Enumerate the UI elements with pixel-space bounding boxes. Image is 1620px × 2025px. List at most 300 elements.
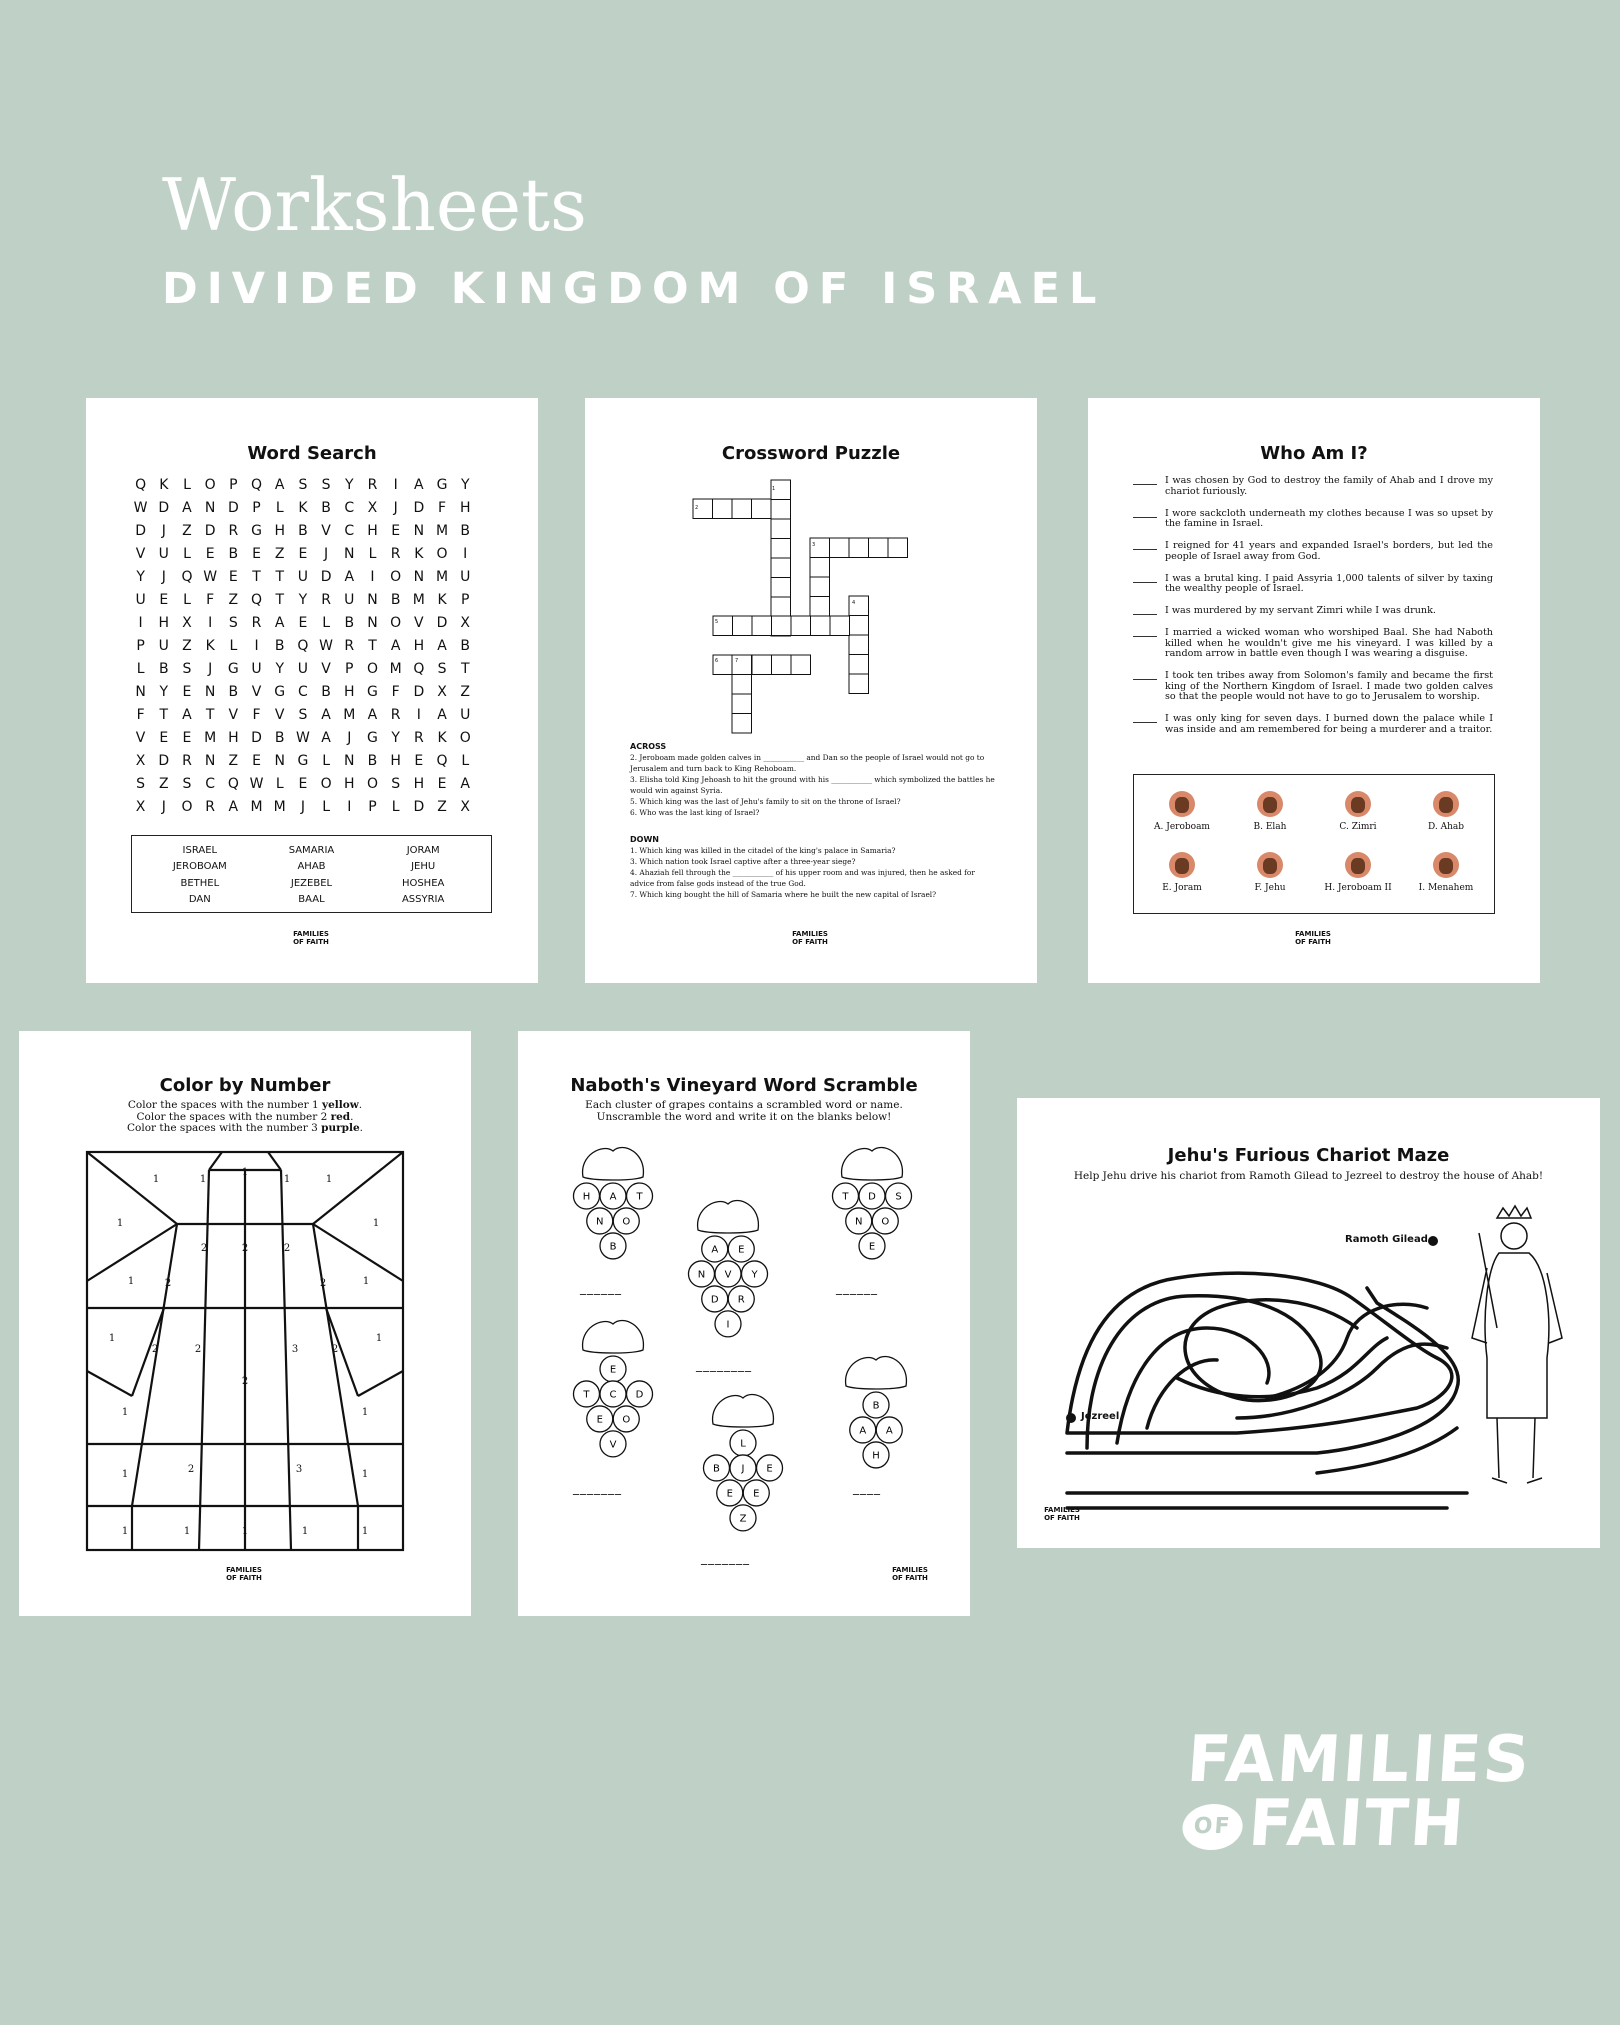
page-subtitle: DIVIDED KINGDOM OF ISRAEL (162, 264, 1106, 314)
clue-text: I was a brutal king. I paid Assyria 1,000 talents of silver by taxing the wealthy people of Israel. (1165, 572, 1493, 594)
answer-blank[interactable] (1133, 509, 1157, 518)
word-search-letter: I (208, 615, 213, 631)
cw-num-2: 2 (695, 505, 699, 511)
word-search-letter: O (181, 799, 193, 815)
word-search-letter: B (344, 615, 355, 631)
word-search-letter: R (367, 477, 378, 493)
word-search-letter: P (345, 661, 354, 677)
grape-letter: O (881, 1216, 890, 1228)
word-search-letter: U (251, 661, 262, 677)
crossword-cell[interactable] (732, 675, 752, 695)
who-am-i-clue (1133, 541, 1493, 562)
word-search-letter: Q (413, 661, 425, 677)
region-number: 1 (301, 1526, 309, 1537)
word-search-letter: R (413, 730, 424, 746)
word-search-letter: I (463, 546, 468, 562)
crossword-cell[interactable] (811, 616, 831, 636)
word-search-letter: K (414, 546, 424, 562)
character-label: H. Jeroboam II (1324, 883, 1392, 893)
word-search-letter: G (436, 477, 448, 493)
word-search-letter: P (136, 638, 145, 654)
crossword-cell[interactable] (791, 655, 811, 675)
word-search-letter: B (321, 500, 331, 516)
crossword-cell[interactable] (869, 538, 889, 558)
word-search-letter: D (204, 523, 216, 539)
answer-blank[interactable] (1133, 714, 1157, 723)
color-red: red (330, 1110, 351, 1123)
region-number: 2 (164, 1278, 172, 1289)
region-number: 1 (127, 1276, 135, 1287)
grape-letter: T (583, 1389, 590, 1401)
maze-title: Jehu's Furious Chariot Maze (1167, 1145, 1450, 1166)
word-search-letter: Y (391, 730, 400, 746)
word-search-letter: R (321, 592, 331, 608)
word-search-letter: B (367, 753, 378, 769)
word-search-letter: O (366, 776, 378, 792)
who-am-i-clue (1133, 509, 1493, 530)
word-bank (131, 835, 492, 913)
grape-cluster (846, 1356, 907, 1467)
word-search-letter: Z (460, 684, 471, 700)
grape-letter: A (711, 1244, 719, 1256)
word-search-letter: D (251, 730, 262, 746)
king-portrait-icon (1433, 791, 1459, 817)
maze-end-label: Jezreel (1081, 1411, 1120, 1422)
maze-instructions: Help Jehu drive his chariot from Ramoth Gilead to Jezreel to destroy the house of Ahab! (1073, 1170, 1544, 1182)
word-search-letter: M (389, 661, 402, 677)
word-search-letter: G (227, 661, 239, 677)
word-search-letter: I (393, 477, 398, 493)
word-bank-item: BETHEL (180, 877, 220, 889)
word-search-letter: Q (227, 776, 239, 792)
word-search-letter: D (158, 753, 170, 769)
logo: FAMILIES OF FAITH (226, 1566, 262, 1582)
word-search-letter: E (252, 546, 261, 562)
word-search-letter: H (390, 753, 401, 769)
logo: FAMILIES OF FAITH (1295, 930, 1331, 946)
grape-letter: B (609, 1241, 617, 1253)
word-search-letter: P (229, 477, 238, 493)
region-number: 2 (187, 1464, 195, 1475)
character-label: F. Jehu (1254, 883, 1286, 893)
word-search-letter: E (205, 546, 215, 562)
grape-cluster (832, 1147, 911, 1258)
word-search-letter: G (251, 523, 262, 539)
grape-letter: D (710, 1294, 719, 1306)
who-am-i-clue (1133, 606, 1493, 617)
word-search-letter: M (412, 592, 425, 608)
crossword-cell[interactable] (849, 674, 869, 694)
grape-letter: V (724, 1269, 732, 1281)
word-search-letter: P (368, 799, 377, 815)
word-search-letter: L (322, 615, 330, 631)
crossword-cell[interactable] (772, 616, 792, 636)
crossword-clue-down: 4. Ahaziah fell through the ___________ of his upper room and was injured, then he asked for advice from false gods instead of the true God. (630, 868, 975, 888)
region-number: 1 (361, 1469, 369, 1480)
word-bank-item: JEHU (411, 861, 436, 873)
king-portrait-icon (1345, 852, 1371, 878)
who-am-i-sheet (1088, 398, 1540, 983)
grape-letter: T (842, 1191, 849, 1203)
jehu-figure (1472, 1206, 1562, 1483)
word-search-letter: I (370, 569, 375, 585)
word-search-letter: O (436, 546, 448, 562)
grape-letter: E (596, 1414, 603, 1426)
region-number: 1 (121, 1526, 129, 1537)
word-search-letter: S (321, 477, 331, 493)
grape-letter: E (609, 1364, 617, 1376)
word-search-letter: V (321, 661, 331, 677)
word-search-letter: B (321, 684, 331, 700)
clue-text: I took ten tribes away from Solomon's family and became the first king of the Northern Kingdom of Israel. I made two golden calves so that the people would not have to go to Jerusalem to worship. (1165, 670, 1493, 702)
word-search-letter: A (321, 707, 331, 723)
grape-leaf-icon (713, 1394, 774, 1427)
word-search-letter: I (347, 799, 352, 815)
maze-end-dot (1066, 1413, 1076, 1423)
word-search-letter: Z (274, 546, 285, 562)
crossword-cell[interactable] (732, 714, 752, 734)
crossword-cell[interactable] (771, 519, 791, 539)
answer-blank[interactable] (1133, 541, 1157, 550)
cw-num-4: 4 (852, 600, 856, 606)
grape-letter: E (766, 1463, 773, 1475)
word-search-letter: M (273, 799, 286, 815)
king-portrait-icon (1169, 791, 1195, 817)
word-search-letter: M (435, 523, 449, 539)
word-search-letter: J (161, 569, 166, 585)
word-search-letter: N (204, 684, 216, 700)
down-label: DOWN (630, 835, 659, 844)
grape-letter: Z (739, 1513, 747, 1525)
crossword-cell[interactable] (830, 538, 850, 558)
clue-text: I was only king for seven days. I burned down the palace while I was inside and am remembered for being a murderer and a traitor. (1165, 713, 1493, 735)
answer-blank[interactable] (1133, 606, 1157, 615)
region-number: 2 (194, 1344, 202, 1355)
word-search-letter: H (413, 776, 425, 792)
word-search-letter: V (228, 707, 239, 723)
word-search-letter: W (319, 638, 334, 654)
cw-num-1: 1 (772, 486, 776, 492)
grape-letter: A (885, 1425, 893, 1437)
word-search-letter: L (136, 661, 145, 677)
page-title: Worksheets (162, 163, 587, 247)
word-search-letter: A (367, 707, 378, 723)
across-label: ACROSS (630, 742, 667, 751)
crossword-clue-across: 6. Who was the last king of Israel? (630, 808, 760, 817)
word-search-letter: K (298, 500, 308, 516)
grape-leaf-icon (698, 1200, 759, 1233)
crossword-cell[interactable] (713, 499, 733, 519)
word-bank-item: JORAM (406, 845, 440, 856)
word-search-letter: L (229, 638, 238, 654)
word-search-letter: L (322, 753, 330, 769)
region-number: 1 (121, 1469, 129, 1480)
word-search-letter: Q (135, 477, 147, 493)
grape-letter: E (738, 1244, 745, 1256)
region-number: 1 (108, 1333, 116, 1344)
word-search-letter: X (135, 799, 146, 815)
word-search-letter: A (414, 477, 424, 493)
word-search-letter: A (182, 707, 192, 723)
word-search-letter: L (322, 799, 330, 815)
word-search-letter: B (460, 638, 471, 654)
word-search-letter: O (390, 569, 402, 585)
word-search-letter: T (460, 661, 470, 677)
clue-text: I was chosen by God to destroy the family of Ahab and I drove my chariot furiously. (1165, 475, 1493, 497)
crossword-cell[interactable] (830, 616, 850, 636)
word-search-letter: Z (228, 753, 239, 769)
word-search-letter: V (251, 684, 262, 700)
answer-blank[interactable] (1133, 671, 1157, 680)
region-number: 1 (325, 1174, 333, 1185)
character-option (1226, 852, 1314, 910)
word-search-letter: E (391, 523, 401, 539)
word-search-letter: J (161, 523, 166, 539)
grape-leaf-icon (842, 1147, 903, 1180)
word-search-letter: I (416, 707, 421, 723)
word-search-letter: H (274, 523, 285, 539)
word-search-letter: S (136, 776, 146, 792)
word-bank-item: ASSYRIA (401, 893, 445, 905)
word-search-letter: W (249, 776, 264, 792)
word-search-letter: N (274, 753, 285, 769)
crossword-cell[interactable] (732, 499, 752, 519)
word-search-letter: E (159, 592, 169, 608)
word-search-letter: N (367, 592, 378, 608)
region-number: 1 (116, 1218, 124, 1229)
grape-letter: N (854, 1216, 863, 1228)
who-am-i-clues (1133, 476, 1493, 747)
character-label: D. Ahab (1427, 822, 1465, 832)
crossword-cell[interactable] (849, 635, 869, 655)
grape-letter: A (609, 1191, 617, 1203)
word-search-letter: F (136, 707, 145, 723)
word-search-letter: X (367, 500, 378, 516)
crossword-cell[interactable] (771, 597, 791, 617)
word-search-letter: C (344, 500, 355, 516)
word-search-letter: T (252, 569, 261, 585)
crossword-cell[interactable] (771, 539, 791, 559)
crossword-cell[interactable] (771, 578, 791, 598)
word-search-letter: Y (298, 592, 308, 608)
crossword-cell[interactable] (849, 538, 869, 558)
word-bank-item: AHAB (297, 861, 326, 873)
word-search-letter: D (320, 569, 332, 585)
word-search-letter: U (460, 707, 471, 723)
grape-letter: H (872, 1450, 880, 1462)
word-search-letter: C (298, 684, 308, 700)
word-search-letter: A (344, 569, 355, 585)
word-search-letter: T (159, 707, 169, 723)
word-search-letter: W (203, 569, 218, 585)
grape-letter: O (622, 1414, 631, 1426)
word-search-letter: L (391, 799, 400, 815)
word-search-letter: D (413, 500, 425, 516)
crossword-cell[interactable] (791, 616, 811, 636)
answer-blank[interactable] (1133, 574, 1157, 583)
word-search-letter: S (437, 661, 447, 677)
scramble-blank-3: ______ (836, 1281, 878, 1295)
word-search-letter: F (206, 592, 215, 608)
crossword-cell[interactable] (752, 655, 772, 675)
word-search-letter: S (391, 776, 401, 792)
crossword-cell[interactable] (752, 616, 772, 636)
word-search-letter: Y (159, 684, 169, 700)
word-scramble-sheet (518, 1031, 970, 1616)
scramble-instructions: Each cluster of grapes contains a scrambled word or name. Unscramble the word and write it on the blanks below! (585, 1099, 903, 1123)
word-search-letter: N (204, 500, 216, 516)
region-number: 3 (291, 1344, 299, 1355)
grape-letter: E (753, 1488, 760, 1500)
grape-letter: D (635, 1389, 644, 1401)
grape-letter: B (713, 1463, 720, 1475)
word-search-letter: H (344, 776, 355, 792)
color-by-number-picture (19, 1031, 471, 1616)
word-search-letter: E (182, 684, 192, 700)
word-search-letter: U (135, 592, 146, 608)
character-option (1402, 852, 1490, 910)
grape-letter: C (609, 1389, 617, 1401)
word-search-letter: J (208, 661, 213, 677)
word-search-letter: X (437, 684, 447, 700)
word-search-letter: O (366, 661, 378, 677)
clue-text: I reigned for 41 years and expanded Israel's borders, but led the people of Israel away from God. (1165, 540, 1493, 562)
logo: FAMILIES OF FAITH (1044, 1506, 1080, 1522)
crossword-cell[interactable] (849, 616, 869, 636)
character-option (1138, 852, 1226, 910)
king-portrait-icon (1257, 791, 1283, 817)
word-search-letter: N (204, 753, 216, 769)
crossword-sheet (585, 398, 1037, 983)
word-search-letter: J (324, 546, 329, 562)
grape-letter: E (868, 1241, 876, 1253)
word-search-letter: B (158, 661, 169, 677)
grape-letter: H (582, 1191, 591, 1203)
word-search-letter: G (367, 684, 378, 700)
grape-cluster (703, 1394, 782, 1530)
word-search-letter: U (297, 569, 309, 585)
word-bank-item: JEROBOAM (172, 861, 227, 873)
word-search-letter: Y (136, 569, 145, 585)
character-option (1402, 791, 1490, 849)
character-label: I. Menahem (1418, 883, 1474, 893)
word-search-letter: N (135, 684, 146, 700)
crossword-cell[interactable] (888, 538, 908, 558)
word-search-letter: B (228, 684, 239, 700)
word-search-letter: K (437, 730, 447, 746)
word-search-letter: T (368, 638, 377, 654)
crossword-cell[interactable] (733, 616, 753, 636)
word-bank-item: JEZEBEL (290, 877, 333, 889)
region-number: 1 (199, 1174, 207, 1185)
word-search-letter: L (368, 546, 377, 562)
word-search-letter: M (250, 799, 263, 815)
word-search-letter: Y (345, 477, 354, 493)
grape-letter: A (859, 1425, 867, 1437)
word-search-letter: P (460, 592, 470, 608)
word-search-letter: O (204, 477, 216, 493)
clue-text: I wore sackcloth underneath my clothes because I was so upset by the famine in Israel. (1165, 507, 1493, 529)
grape-letter: V (609, 1439, 617, 1451)
word-search-letter: A (437, 707, 447, 723)
cw-num-5: 5 (715, 619, 719, 625)
word-search-letter: E (228, 569, 238, 585)
scramble-blank-6: ____ (853, 1481, 881, 1495)
answer-blank[interactable] (1133, 476, 1157, 485)
grape-letter: N (697, 1269, 706, 1281)
region-number: 2 (283, 1243, 291, 1254)
word-search-letter: W (133, 500, 148, 516)
word-search-letter: R (228, 523, 239, 539)
region-number: 1 (183, 1526, 191, 1537)
crossword-cell[interactable] (810, 577, 830, 597)
who-am-i-clue (1133, 476, 1493, 497)
crossword-cell[interactable] (752, 499, 772, 519)
crossword-cell[interactable] (810, 558, 830, 578)
word-search-letter: H (344, 684, 355, 700)
region-number: 1 (121, 1407, 129, 1418)
character-option (1314, 852, 1402, 910)
word-search-letter: Q (297, 638, 309, 654)
grape-letter: D (868, 1191, 876, 1203)
character-label: E. Joram (1162, 883, 1202, 893)
word-search-sheet (86, 398, 538, 983)
word-search-letter: D (227, 500, 239, 516)
crossword-cell[interactable] (771, 558, 791, 578)
crossword-cell[interactable] (732, 694, 752, 714)
character-label: C. Zimri (1339, 822, 1377, 832)
word-search-letter: Q (436, 753, 448, 769)
who-am-i-clue (1133, 628, 1493, 660)
word-search-letter: S (298, 707, 308, 723)
word-search-letter: U (344, 592, 355, 608)
word-search-letter: S (182, 661, 192, 677)
word-search-letter: B (228, 546, 239, 562)
word-search-letter: S (298, 477, 308, 493)
region-number: 1 (362, 1276, 370, 1287)
word-search-letter: L (183, 546, 191, 562)
word-search-letter: N (344, 546, 355, 562)
answer-blank[interactable] (1133, 628, 1157, 637)
word-search-letter: Q (251, 477, 263, 493)
word-search-letter: M (204, 730, 217, 746)
grape-letter: Y (751, 1269, 758, 1281)
crossword-cell[interactable] (772, 655, 792, 675)
word-search-letter: A (274, 477, 285, 493)
word-search-grid (129, 476, 477, 817)
grape-cluster (688, 1200, 767, 1336)
word-search-letter: W (295, 730, 310, 746)
crossword-cell[interactable] (849, 655, 869, 675)
who-am-i-title: Who Am I? (1260, 443, 1368, 464)
chariot-maze-sheet (1017, 1098, 1600, 1548)
region-number: 1 (375, 1333, 383, 1344)
word-search-letter: B (298, 523, 308, 539)
word-search-letter: L (461, 753, 470, 769)
crossword-cell[interactable] (771, 500, 791, 520)
word-search-letter: D (135, 523, 146, 539)
crossword-grid (585, 398, 1037, 738)
crossword-cell[interactable] (810, 597, 830, 617)
grape-leaf-icon (583, 1147, 644, 1180)
maze-start-dot (1428, 1236, 1438, 1246)
word-search-letter: X (460, 615, 471, 631)
grape-letter: E (726, 1488, 733, 1500)
logo: FAMILIES OF FAITH (792, 930, 828, 946)
word-search-letter: U (158, 638, 169, 654)
word-search-letter: C (344, 523, 355, 539)
word-search-letter: B (274, 638, 285, 654)
